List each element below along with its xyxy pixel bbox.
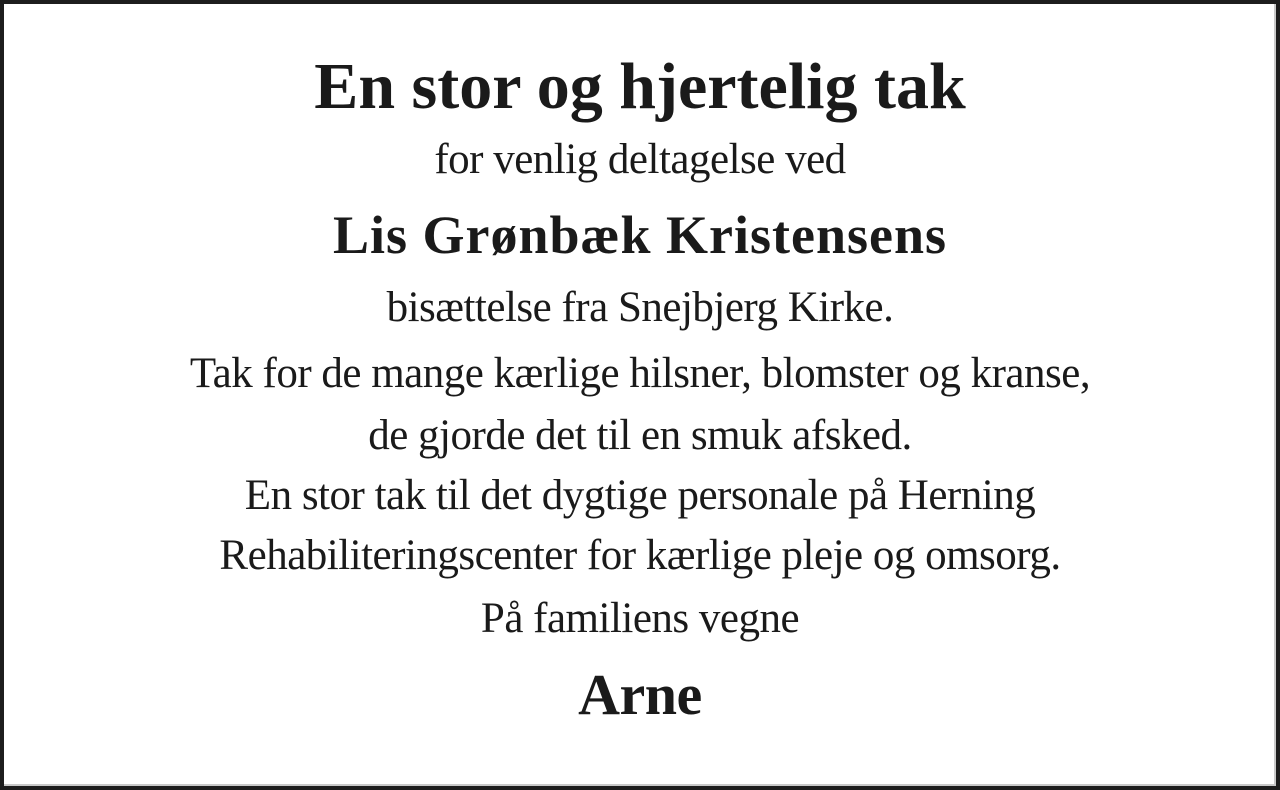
event-line: bisættelse fra Snejbjerg Kirke.: [386, 284, 894, 331]
thanks-line-2: de gjorde det til en smuk afsked.: [368, 412, 912, 459]
staff-thanks-line-2: Rehabiliteringscenter for kærlige pleje og omsorg.: [219, 532, 1061, 579]
signature-name: Arne: [578, 662, 702, 727]
deceased-name: Lis Grønbæk Kristensens: [332, 205, 948, 265]
notice-subtitle: for venlig deltagelse ved: [434, 136, 846, 183]
staff-thanks-line-1: En stor tak til det dygtige personale på Herning: [244, 472, 1036, 519]
notice-title: En stor og hjertelig tak: [314, 50, 966, 123]
closing-line: På familiens vegne: [480, 595, 800, 642]
thanks-line-1: Tak for de mange kærlige hilsner, blomster og kranse,: [189, 350, 1091, 397]
announcement-body: [4, 4, 1276, 786]
